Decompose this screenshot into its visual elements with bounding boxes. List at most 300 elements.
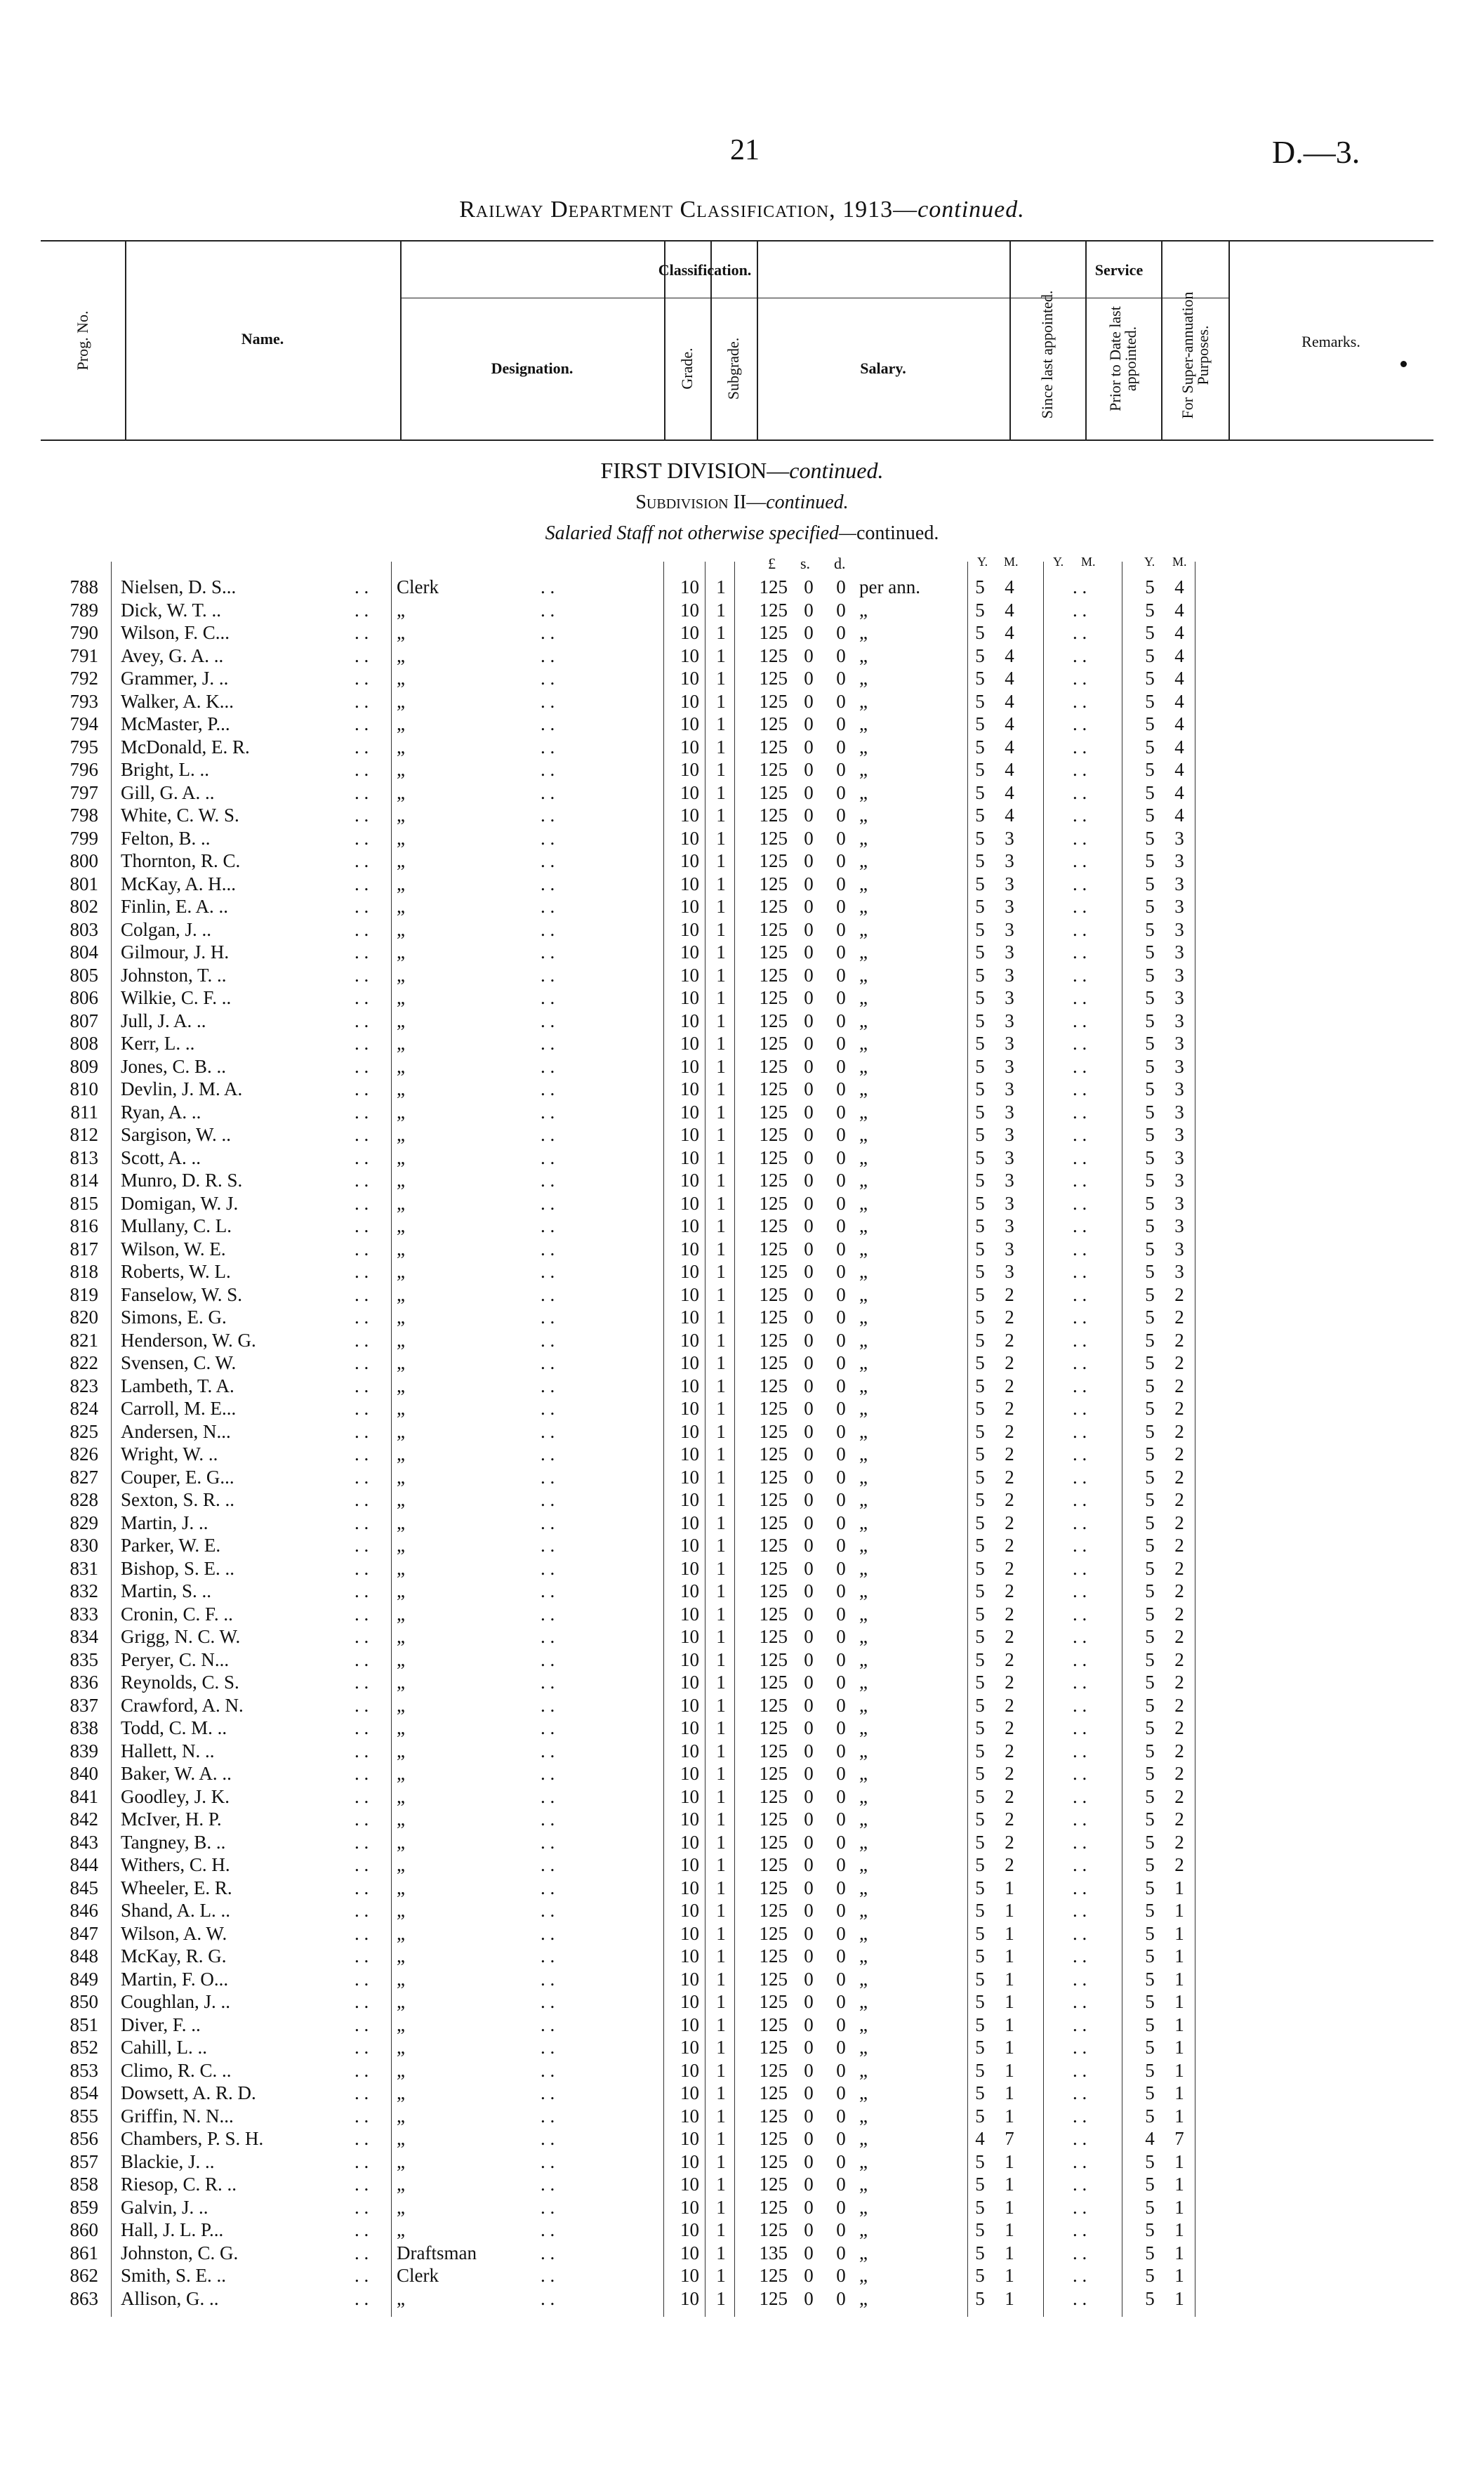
name-cell: Reynolds, C. S.	[121, 1672, 239, 1693]
since-last-months-cell: 2	[1005, 1283, 1014, 1305]
superannuation-years-cell: 5	[1145, 599, 1155, 621]
subgrade-cell: 1	[716, 964, 726, 986]
salary-pounds-cell: 125	[759, 1010, 788, 1031]
name-cell: Johnston, C. G.	[121, 2242, 239, 2263]
grade-cell: 10	[680, 1557, 699, 1579]
prior-to-date-cell: . .	[1073, 1672, 1087, 1693]
designation-cell: Clerk	[397, 2265, 439, 2286]
superannuation-years-cell: 5	[1145, 1146, 1155, 1168]
table-row	[0, 850, 1484, 873]
subgrade-cell: 1	[716, 2287, 726, 2309]
prior-to-date-cell: . .	[1073, 2287, 1087, 2309]
since-last-months-cell: 1	[1005, 1991, 1014, 2012]
superannuation-years-cell: 5	[1145, 1672, 1155, 1693]
table-row	[0, 1694, 1484, 1717]
name-leader-dots: . .	[355, 713, 369, 734]
salary-period-cell: „	[859, 2196, 868, 2218]
since-last-months-cell: 2	[1005, 1512, 1014, 1533]
salary-pounds-cell: 125	[759, 1831, 788, 1853]
salary-pounds-cell: 125	[759, 1535, 788, 1556]
superannuation-months-cell: 4	[1174, 736, 1184, 758]
page-title	[0, 197, 1484, 223]
table-row	[0, 1717, 1484, 1740]
designation-cell: „	[397, 850, 405, 871]
subgrade-cell: 1	[716, 2265, 726, 2286]
designation-cell: „	[397, 1352, 405, 1373]
name-leader-dots: . .	[355, 2150, 369, 2172]
name-cell: Jull, J. A. ..	[121, 1010, 206, 1031]
grade-cell: 10	[680, 599, 699, 621]
name-leader-dots: . .	[355, 599, 369, 621]
since-last-years-cell: 5	[975, 1420, 985, 1442]
since-last-years-cell: 5	[975, 690, 985, 712]
remarks-header: Remarks.	[1301, 333, 1360, 350]
since-last-months-cell: 2	[1005, 1672, 1014, 1693]
subgrade-cell: 1	[716, 1922, 726, 1944]
since-last-months-cell: 1	[1005, 2150, 1014, 2172]
prog-no-cell: 801	[69, 873, 98, 894]
salary-pence-cell: 0	[836, 1307, 846, 1328]
salary-period-cell: „	[859, 1170, 868, 1191]
grade-cell: 10	[680, 1033, 699, 1054]
designation-leader-dots: . .	[541, 1877, 555, 1898]
prog-no-cell: 788	[69, 576, 98, 597]
name-cell: Martin, F. O...	[121, 1968, 229, 1990]
subgrade-cell: 1	[716, 1512, 726, 1533]
designation-cell: „	[397, 2082, 405, 2103]
name-leader-dots: . .	[355, 896, 369, 917]
superannuation-months-cell: 2	[1174, 1694, 1184, 1716]
superannuation-years-cell: 5	[1145, 2014, 1155, 2035]
since-last-years-cell: 5	[975, 1238, 985, 1260]
since-last-months-cell: 3	[1005, 827, 1014, 849]
division-continued: continued.	[789, 458, 884, 483]
salary-pence-cell: 0	[836, 1170, 846, 1191]
designation-leader-dots: . .	[541, 964, 555, 986]
salary-pence-cell: 0	[836, 1991, 846, 2012]
prior-to-date-cell: . .	[1073, 1033, 1087, 1054]
name-cell: Wright, W. ..	[121, 1443, 218, 1465]
since-last-years-cell: 5	[975, 1968, 985, 1990]
designation-leader-dots: . .	[541, 1192, 555, 1214]
prior-to-date-cell: . .	[1073, 1557, 1087, 1579]
salary-period-cell: „	[859, 1352, 868, 1373]
since-last-years-cell: 5	[975, 987, 985, 1008]
subgrade-cell: 1	[716, 1717, 726, 1738]
salary-pounds-cell: 125	[759, 2174, 788, 2195]
table-row	[0, 1625, 1484, 1648]
since-last-years-cell: 5	[975, 1352, 985, 1373]
prog-no-cell: 827	[69, 1466, 98, 1488]
prog-no-cell: 798	[69, 805, 98, 826]
salary-period-cell: „	[859, 2059, 868, 2081]
salary-period-cell: „	[859, 987, 868, 1008]
salary-period-cell: „	[859, 1398, 868, 1419]
name-leader-dots: . .	[355, 2037, 369, 2058]
classification-header: Classification.	[658, 261, 752, 279]
subgrade-cell: 1	[716, 1785, 726, 1807]
prog-no-cell: 792	[69, 668, 98, 689]
designation-cell: Draftsman	[397, 2242, 477, 2263]
prior-to-date-cell: . .	[1073, 713, 1087, 734]
designation-cell: „	[397, 964, 405, 986]
salary-pounds-cell: 125	[759, 1192, 788, 1214]
superannuation-years-cell: 5	[1145, 1398, 1155, 1419]
salary-pounds-cell: 125	[759, 1238, 788, 1260]
grade-cell: 10	[680, 2150, 699, 2172]
table-row	[0, 667, 1484, 690]
prior-to-date-cell: . .	[1073, 1603, 1087, 1625]
prog-no-cell: 858	[69, 2174, 98, 2195]
designation-cell: „	[397, 1809, 405, 1830]
salary-period-cell: „	[859, 1717, 868, 1738]
prog-no-cell: 862	[69, 2265, 98, 2286]
designation-leader-dots: . .	[541, 2219, 555, 2240]
designation-cell: „	[397, 1238, 405, 1260]
designation-cell: „	[397, 622, 405, 643]
grade-cell: 10	[680, 2242, 699, 2263]
name-leader-dots: . .	[355, 1991, 369, 2012]
prior-to-date-cell: . .	[1073, 1785, 1087, 1807]
name-cell: Climo, R. C. ..	[121, 2059, 232, 2081]
name-leader-dots: . .	[355, 1124, 369, 1145]
prog-no-cell: 800	[69, 850, 98, 871]
designation-leader-dots: . .	[541, 2014, 555, 2035]
subgrade-cell: 1	[716, 1991, 726, 2012]
superannuation-months-cell: 3	[1174, 1010, 1184, 1031]
salary-period-cell: „	[859, 918, 868, 940]
salary-period-cell: „	[859, 1648, 868, 1670]
superannuation-years-cell: 5	[1145, 1215, 1155, 1236]
name-cell: McKay, R. G.	[121, 1945, 227, 1966]
designation-cell: „	[397, 1626, 405, 1647]
prog-no-cell: 829	[69, 1512, 98, 1533]
prior-to-date-cell: . .	[1073, 1192, 1087, 1214]
salary-pence-cell: 0	[836, 1854, 846, 1875]
salary-pence-cell: 0	[836, 805, 846, 826]
since-last-years-cell: 5	[975, 1809, 985, 1830]
designation-leader-dots: . .	[541, 1215, 555, 1236]
designation-leader-dots: . .	[541, 1443, 555, 1465]
designation-leader-dots: . .	[541, 576, 555, 597]
salary-pounds-cell: 125	[759, 713, 788, 734]
name-leader-dots: . .	[355, 1831, 369, 1853]
grade-cell: 10	[680, 1489, 699, 1510]
since-last-months-cell: 1	[1005, 2059, 1014, 2081]
name-cell: Galvin, J. ..	[121, 2196, 208, 2218]
superannuation-years-cell: 5	[1145, 1443, 1155, 1465]
salary-pence-cell: 0	[836, 1192, 846, 1214]
superannuation-months-cell: 3	[1174, 1078, 1184, 1099]
salary-pence-cell: 0	[836, 1101, 846, 1123]
designation-cell: „	[397, 1603, 405, 1625]
grade-cell: 10	[680, 2037, 699, 2058]
superannuation-years-cell: 5	[1145, 964, 1155, 986]
salary-period-cell: „	[859, 1215, 868, 1236]
superannuation-years-cell: 5	[1145, 1603, 1155, 1625]
since-last-months-cell: 3	[1005, 1010, 1014, 1031]
prior-to-date-cell: . .	[1073, 622, 1087, 643]
salary-shillings-cell: 0	[804, 1991, 814, 2012]
superannuation-years-cell: 5	[1145, 1078, 1155, 1099]
subgrade-cell: 1	[716, 713, 726, 734]
division-label: FIRST DIVISION—	[600, 458, 790, 483]
since-last-months-cell: 2	[1005, 1854, 1014, 1875]
name-cell: Riesop, C. R. ..	[121, 2174, 237, 2195]
grade-cell: 10	[680, 713, 699, 734]
designation-cell: „	[397, 2150, 405, 2172]
salary-shillings-cell: 0	[804, 1078, 814, 1099]
designation-leader-dots: . .	[541, 1785, 555, 1807]
salary-pence-cell: 0	[836, 759, 846, 780]
since-last-years-cell: 5	[975, 1283, 985, 1305]
salary-period-cell: „	[859, 1535, 868, 1556]
salary-pounds-cell: 125	[759, 1055, 788, 1077]
salary-pence-cell: 0	[836, 1443, 846, 1465]
superannuation-months-cell: 2	[1174, 1375, 1184, 1396]
since-last-years-cell: 5	[975, 1922, 985, 1944]
superannuation-months-cell: 3	[1174, 1261, 1184, 1282]
salary-pounds-cell: 125	[759, 2265, 788, 2286]
since-last-months-cell: 4	[1005, 576, 1014, 597]
salary-pence-cell: 0	[836, 1968, 846, 1990]
grade-cell: 10	[680, 1900, 699, 1921]
prog-no-cell: 835	[69, 1648, 98, 1670]
prior-to-date-cell: . .	[1073, 1945, 1087, 1966]
superannuation-months-cell: 2	[1174, 1580, 1184, 1601]
salary-pounds-cell: 125	[759, 987, 788, 1008]
superannuation-months-cell: 2	[1174, 1672, 1184, 1693]
grade-cell: 10	[680, 1512, 699, 1533]
salary-pounds-cell: 125	[759, 1900, 788, 1921]
superannuation-years-cell: 5	[1145, 2037, 1155, 2058]
since-last-months-cell: 3	[1005, 964, 1014, 986]
grade-cell: 10	[680, 1261, 699, 1282]
prior-to-date-cell: . .	[1073, 2196, 1087, 2218]
superannuation-years-cell: 5	[1145, 2219, 1155, 2240]
prior-to-date-cell: . .	[1073, 1512, 1087, 1533]
prog-no-cell: 855	[69, 2105, 98, 2127]
superannuation-years-cell: 5	[1145, 1261, 1155, 1282]
division-heading	[0, 458, 1484, 484]
salary-pounds-cell: 125	[759, 1101, 788, 1123]
subgrade-cell: 1	[716, 1763, 726, 1784]
superannuation-months-cell: 3	[1174, 873, 1184, 894]
salary-shillings-cell: 0	[804, 1922, 814, 1944]
prior-to-date-cell: . .	[1073, 2059, 1087, 2081]
name-leader-dots: . .	[355, 2128, 369, 2149]
prog-no-cell: 808	[69, 1033, 98, 1054]
salary-shillings-cell: 0	[804, 964, 814, 986]
name-cell: Roberts, W. L.	[121, 1261, 231, 1282]
since-last-months-cell: 1	[1005, 2082, 1014, 2103]
salary-pounds-cell: 125	[759, 736, 788, 758]
salary-pence-cell: 0	[836, 644, 846, 666]
table-row	[0, 1534, 1484, 1557]
name-cell: Blackie, J. ..	[121, 2150, 215, 2172]
salary-pence-cell: 0	[836, 1535, 846, 1556]
since-last-years-cell: 5	[975, 1626, 985, 1647]
since-last-months-cell: 7	[1005, 2128, 1014, 2149]
salary-pence-cell: 0	[836, 850, 846, 871]
salary-pounds-cell: 125	[759, 805, 788, 826]
grade-cell: 10	[680, 759, 699, 780]
table-row	[0, 1169, 1484, 1192]
name-cell: Walker, A. K...	[121, 690, 234, 712]
designation-cell: „	[397, 690, 405, 712]
designation-leader-dots: . .	[541, 1146, 555, 1168]
designation-cell: „	[397, 644, 405, 666]
table-row	[0, 1603, 1484, 1626]
subgrade-cell: 1	[716, 827, 726, 849]
salary-header: Salary.	[860, 359, 906, 377]
since-last-months-cell: 1	[1005, 2265, 1014, 2286]
salary-shillings-cell: 0	[804, 668, 814, 689]
name-cell: White, C. W. S.	[121, 805, 239, 826]
prog-no-cell: 838	[69, 1717, 98, 1738]
superannuation-months-cell: 2	[1174, 1603, 1184, 1625]
name-leader-dots: . .	[355, 1192, 369, 1214]
prior-to-date-cell: . .	[1073, 1215, 1087, 1236]
salary-shillings-cell: 0	[804, 599, 814, 621]
since-last-months-cell: 3	[1005, 873, 1014, 894]
grade-cell: 10	[680, 1238, 699, 1260]
designation-cell: „	[397, 1740, 405, 1761]
designation-leader-dots: . .	[541, 1648, 555, 1670]
subgrade-cell: 1	[716, 2082, 726, 2103]
superannuation-years-cell: 5	[1145, 1900, 1155, 1921]
salary-shillings-cell: 0	[804, 896, 814, 917]
salary-pounds-cell: 125	[759, 690, 788, 712]
name-cell: Griffin, N. N...	[121, 2105, 234, 2127]
grade-cell: 10	[680, 1809, 699, 1830]
salary-shillings-cell: 0	[804, 2219, 814, 2240]
designation-cell: „	[397, 896, 405, 917]
name-leader-dots: . .	[355, 1010, 369, 1031]
salary-shillings-cell: 0	[804, 2128, 814, 2149]
grade-cell: 10	[680, 736, 699, 758]
salary-pounds-cell: 125	[759, 1763, 788, 1784]
salary-pence-cell: 0	[836, 987, 846, 1008]
since-last-months-cell: 2	[1005, 1831, 1014, 1853]
grade-cell: 10	[680, 1626, 699, 1647]
salary-shillings-cell: 0	[804, 1648, 814, 1670]
grade-cell: 10	[680, 1398, 699, 1419]
designation-cell: „	[397, 713, 405, 734]
designation-cell: „	[397, 1283, 405, 1305]
table-row	[0, 690, 1484, 713]
unit-shillings: s.	[800, 555, 811, 572]
prior-to-date-cell: . .	[1073, 2174, 1087, 2195]
subgrade-cell: 1	[716, 644, 726, 666]
prior-to-date-header: Prior to Date last appointed.	[1106, 306, 1139, 411]
subgrade-cell: 1	[716, 690, 726, 712]
since-last-months-cell: 3	[1005, 1215, 1014, 1236]
designation-cell: „	[397, 668, 405, 689]
salary-shillings-cell: 0	[804, 1033, 814, 1054]
prog-no-cell: 795	[69, 736, 98, 758]
salary-shillings-cell: 0	[804, 1307, 814, 1328]
salary-pence-cell: 0	[836, 1489, 846, 1510]
subgrade-cell: 1	[716, 1261, 726, 1282]
designation-header: Designation.	[491, 359, 574, 377]
prog-no-cell: 814	[69, 1170, 98, 1191]
salary-pence-cell: 0	[836, 1512, 846, 1533]
designation-leader-dots: . .	[541, 599, 555, 621]
grade-cell: 10	[680, 2059, 699, 2081]
name-cell: Crawford, A. N.	[121, 1694, 244, 1716]
salary-period-cell: „	[859, 668, 868, 689]
salary-period-cell: „	[859, 1991, 868, 2012]
table-row	[0, 1443, 1484, 1466]
prog-no-cell: 791	[69, 644, 98, 666]
name-leader-dots: . .	[355, 2242, 369, 2263]
designation-leader-dots: . .	[541, 1535, 555, 1556]
superannuation-months-cell: 3	[1174, 1055, 1184, 1077]
prog-no-cell: 821	[69, 1329, 98, 1351]
salary-shillings-cell: 0	[804, 1238, 814, 1260]
since-last-years-cell: 5	[975, 1170, 985, 1191]
subgrade-cell: 1	[716, 896, 726, 917]
grade-cell: 10	[680, 1215, 699, 1236]
prog-no-cell: 830	[69, 1535, 98, 1556]
grade-cell: 10	[680, 1443, 699, 1465]
superannuation-years-cell: 5	[1145, 622, 1155, 643]
grade-cell: 10	[680, 1124, 699, 1145]
table-row	[0, 827, 1484, 850]
grade-cell: 10	[680, 1101, 699, 1123]
salary-period-cell: „	[859, 690, 868, 712]
name-cell: Coughlan, J. ..	[121, 1991, 231, 2012]
since-last-years-cell: 5	[975, 713, 985, 734]
superannuation-months-cell: 1	[1174, 2014, 1184, 2035]
name-cell: Withers, C. H.	[121, 1854, 230, 1875]
salary-shillings-cell: 0	[804, 1809, 814, 1830]
superannuation-years-cell: 5	[1145, 1489, 1155, 1510]
name-leader-dots: . .	[355, 1170, 369, 1191]
prog-no-cell: 793	[69, 690, 98, 712]
designation-cell: „	[397, 1192, 405, 1214]
salary-period-cell: „	[859, 964, 868, 986]
since-last-months-cell: 2	[1005, 1466, 1014, 1488]
prior-to-date-cell: . .	[1073, 2037, 1087, 2058]
name-leader-dots: . .	[355, 2014, 369, 2035]
subgrade-cell: 1	[716, 736, 726, 758]
unit-pound: £	[768, 555, 776, 572]
salary-period-cell: „	[859, 2219, 868, 2240]
prior-to-date-cell: . .	[1073, 1283, 1087, 1305]
name-leader-dots: . .	[355, 2174, 369, 2195]
salary-shillings-cell: 0	[804, 713, 814, 734]
salary-period-cell: „	[859, 2128, 868, 2149]
since-last-years-cell: 5	[975, 1535, 985, 1556]
superannuation-months-cell: 1	[1174, 2059, 1184, 2081]
salary-shillings-cell: 0	[804, 2242, 814, 2263]
subgrade-cell: 1	[716, 2059, 726, 2081]
superannuation-months-cell: 2	[1174, 1831, 1184, 1853]
superannuation-years-cell: 5	[1145, 941, 1155, 963]
grade-cell: 10	[680, 1991, 699, 2012]
since-last-months-cell: 3	[1005, 941, 1014, 963]
salary-period-cell: „	[859, 2242, 868, 2263]
name-cell: Baker, W. A. ..	[121, 1763, 232, 1784]
superannuation-years-cell: 5	[1145, 1991, 1155, 2012]
designation-cell: „	[397, 1694, 405, 1716]
salary-pounds-cell: 125	[759, 1466, 788, 1488]
designation-leader-dots: . .	[541, 1717, 555, 1738]
designation-cell: „	[397, 2128, 405, 2149]
designation-cell: „	[397, 1877, 405, 1898]
